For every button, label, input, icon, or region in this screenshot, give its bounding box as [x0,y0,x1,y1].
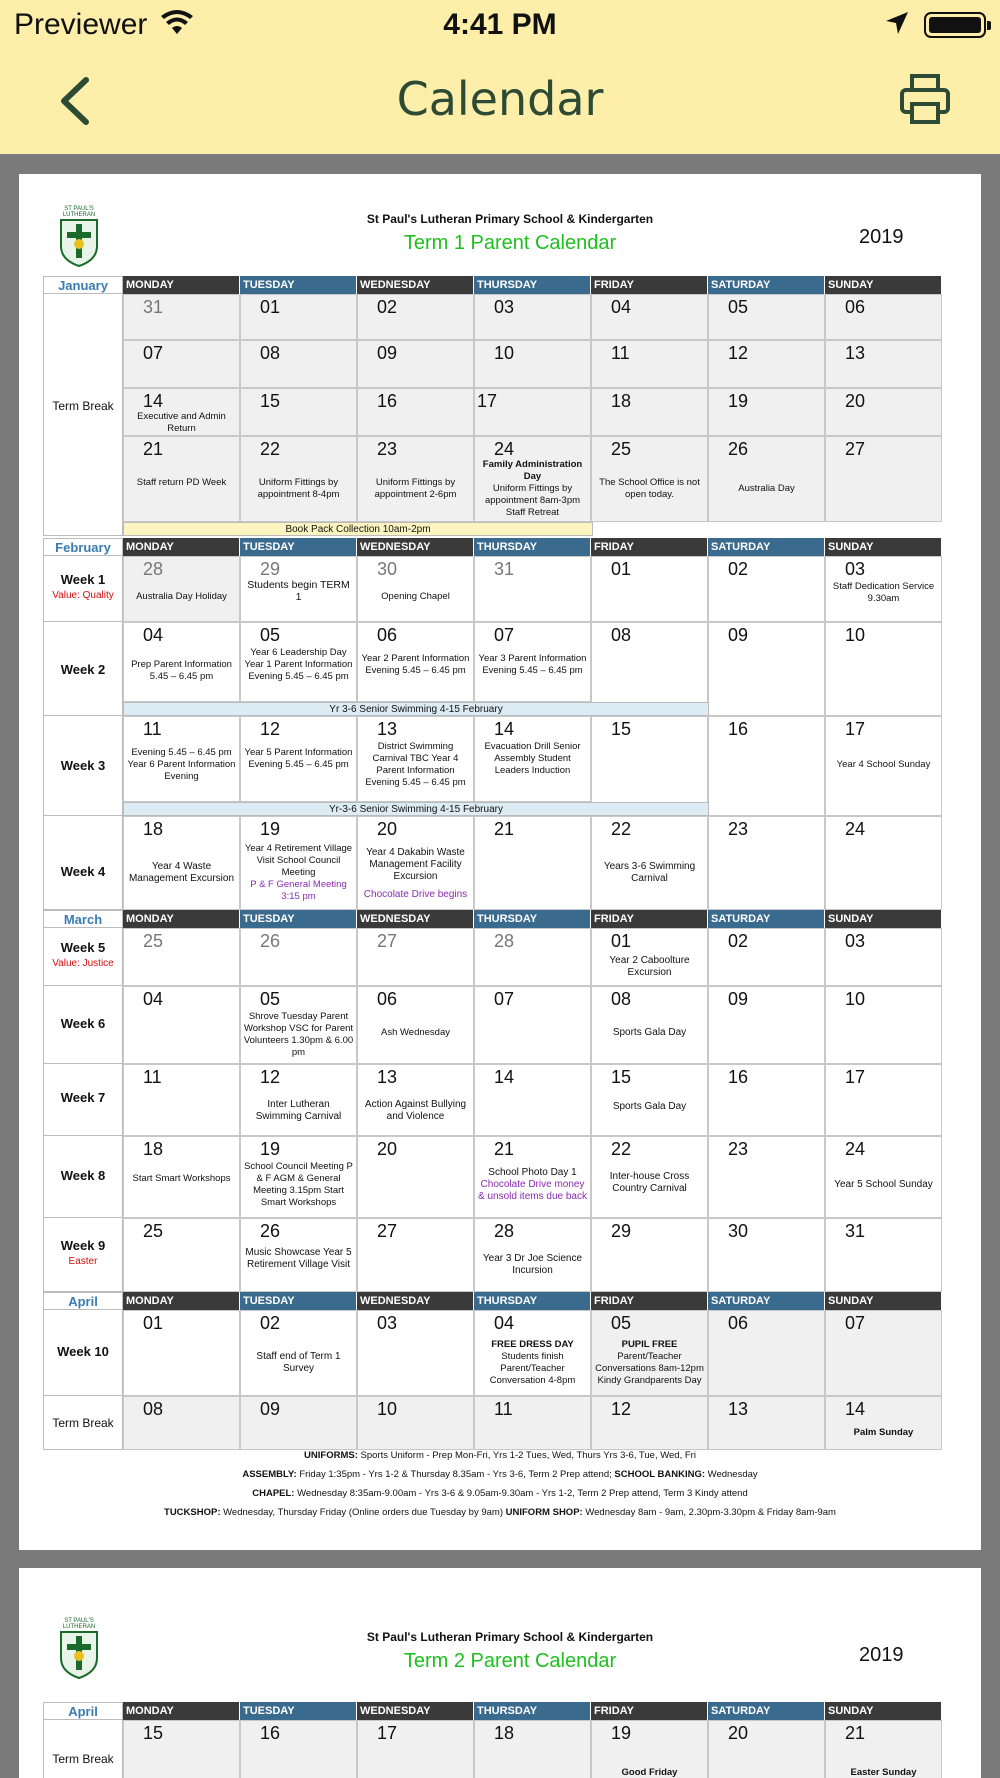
day-cell[interactable]: 13 [825,340,942,388]
day-header: WEDNESDAY [357,910,473,928]
day-header: SUNDAY [825,1702,941,1720]
school-name: St Paul's Lutheran Primary School & Kindergarten [366,1630,654,1644]
day-cell[interactable]: 03 [825,928,942,986]
day-cell[interactable]: 20 [357,1136,474,1218]
day-header: THURSDAY [474,910,590,928]
day-cell[interactable]: 11 [591,340,708,388]
day-cell[interactable]: 05 PUPIL FREE Parent/Teacher Conversations 8am-12pm Kindy Grandparents Day [591,1310,708,1396]
day-cell[interactable]: 25 [123,1218,240,1292]
day-cell[interactable]: 20 Year 4 Dakabin Waste Management Facility Excursion Chocolate Drive begins [357,816,474,910]
day-cell[interactable]: 25 [123,928,240,986]
day-cell[interactable]: 12 [591,1396,708,1450]
calendar-page-term-1 [19,174,981,1550]
day-header: FRIDAY [591,538,707,556]
day-cell[interactable]: 12 [708,340,825,388]
day-header: WEDNESDAY [357,1292,473,1310]
day-cell[interactable]: 02 [708,556,825,622]
day-cell[interactable]: 24 [825,816,942,910]
svg-text:LUTHERAN: LUTHERAN [62,1624,96,1630]
week-label: Week 2 [60,662,106,677]
day-cell[interactable]: 04 [591,294,708,340]
day-cell[interactable]: 12 Year 5 Parent Information Evening 5.45 – 6.45 pm [240,716,357,802]
week-label: Week 9 [60,1238,106,1253]
event-band: Yr-3-6 Senior Swimming 4-15 February [123,802,709,816]
day-cell[interactable]: 13 [708,1396,825,1450]
day-cell[interactable]: 19 [708,388,825,436]
day-cell[interactable]: 20 [708,1720,825,1778]
day-header: SATURDAY [708,1702,824,1720]
day-cell[interactable]: 13 District Swimming Carnival TBC Year 4 Parent Information Evening 5.45 – 6.45 pm [357,716,474,802]
day-cell[interactable]: 31 [123,294,240,340]
day-cell[interactable]: 02 [357,294,474,340]
day-cell[interactable]: 16 [240,1720,357,1778]
day-header: SUNDAY [825,276,941,294]
day-cell[interactable]: 09 [708,986,825,1064]
week-label: Week 4 [60,864,106,879]
day-header: TUESDAY [240,1292,356,1310]
day-header: MONDAY [123,1702,239,1720]
day-cell[interactable]: 21 [474,816,591,910]
day-cell[interactable]: 17 [474,388,591,436]
day-cell[interactable]: 14 Evacuation Drill Senior Assembly Student Leaders Induction [474,716,591,802]
day-header: THURSDAY [474,538,590,556]
page-title: Calendar [396,72,604,126]
day-cell[interactable]: 09 [708,622,825,716]
day-cell[interactable]: 06 [708,1310,825,1396]
day-cell[interactable]: 05 Shrove Tuesday Parent Workshop VSC for Parent Volunteers 1.30pm & 6.00 pm [240,986,357,1064]
day-header: FRIDAY [591,910,707,928]
week-value: Value: Justice [52,958,114,969]
day-cell[interactable]: 19 School Council Meeting P & F AGM & General Meeting 3.15pm Start Smart Workshops [240,1136,357,1218]
day-cell[interactable]: 05 [708,294,825,340]
term-title: Term 2 Parent Calendar [403,1650,617,1672]
day-cell[interactable]: 30 Opening Chapel [357,556,474,622]
day-header: FRIDAY [591,1702,707,1720]
day-cell[interactable]: 23 [708,1136,825,1218]
day-cell[interactable]: 07 [825,1310,942,1396]
day-cell[interactable]: 27 [357,1218,474,1292]
week-label: Week 3 [60,758,106,773]
day-cell[interactable]: 13 Action Against Bullying and Violence [357,1064,474,1136]
day-header: WEDNESDAY [357,1702,473,1720]
day-cell[interactable]: 01 [591,556,708,622]
day-cell[interactable]: 10 [825,986,942,1064]
day-cell[interactable]: 18 [591,388,708,436]
day-header: TUESDAY [240,276,356,294]
day-cell[interactable]: 19 Good Friday [591,1720,708,1778]
day-cell[interactable]: 27 [825,436,942,522]
day-cell[interactable]: 14 Palm Sunday [825,1396,942,1450]
day-header: MONDAY [123,1292,239,1310]
day-cell[interactable]: 08 Sports Gala Day [591,986,708,1064]
day-cell[interactable]: 07 [474,986,591,1064]
day-cell[interactable]: 26 Australia Day [708,436,825,522]
event-band: Book Pack Collection 10am-2pm [123,522,593,536]
svg-text:ST PAUL'S: ST PAUL'S [64,206,94,212]
day-header: SATURDAY [708,910,824,928]
day-cell[interactable]: 02 [708,928,825,986]
day-cell[interactable]: 05 Year 6 Leadership Day Year 1 Parent Information Evening 5.45 – 6.45 pm [240,622,357,702]
day-cell[interactable]: 12 Inter Lutheran Swimming Carnival [240,1064,357,1136]
day-cell[interactable]: 15 [240,388,357,436]
calendar-grid [43,174,943,1550]
day-header: MONDAY [123,910,239,928]
day-header: SATURDAY [708,1292,824,1310]
week-label: Term Break [52,1416,114,1430]
day-header: FRIDAY [591,1292,707,1310]
day-header: SUNDAY [825,910,941,928]
day-header: THURSDAY [474,276,590,294]
day-cell[interactable]: 08 [123,1396,240,1450]
day-cell[interactable]: 16 [357,388,474,436]
battery-icon [924,12,986,38]
day-cell[interactable]: 06 [825,294,942,340]
day-cell[interactable]: 01 [240,294,357,340]
day-header: THURSDAY [474,1292,590,1310]
day-cell[interactable]: 10 [474,340,591,388]
day-header: SUNDAY [825,1292,941,1310]
year-label: 2019 [859,226,904,248]
footer-assembly: ASSEMBLY: Friday 1:35pm - Yrs 1-2 & Thursday 8.35am - Yrs 3-6, Term 2 Prep attend; SCHOOL BANKING: Wednesday [242,1469,758,1480]
day-header: SATURDAY [708,538,824,556]
day-header: TUESDAY [240,910,356,928]
footer-tuckshop: TUCKSHOP: Wednesday, Thursday Friday (Online orders due Tuesday by 9am) UNIFORM SHOP: Wednesday 8am - 9am, 2.30pm-3.30pm & Friday 8am-9am [164,1507,836,1518]
day-cell[interactable]: 01 Year 2 Caboolture Excursion [591,928,708,986]
month-label: February [43,538,123,556]
svg-text:LUTHERAN: LUTHERAN [62,212,96,218]
day-cell[interactable]: 21 Easter Sunday [825,1720,942,1778]
day-cell[interactable]: 22 Inter-house Cross Country Carnival [591,1136,708,1218]
year-label: 2019 [859,1644,904,1666]
month-label: April [43,1292,123,1310]
footer-uniforms: UNIFORMS: Sports Uniform - Prep Mon-Fri, Yrs 1-2 Tues, Wed, Thurs Yrs 3-6, Tue, Wed, Fri [304,1450,696,1461]
week-label: Week 8 [60,1168,106,1183]
day-cell[interactable]: 30 [708,1218,825,1292]
day-cell[interactable]: 24 Year 5 School Sunday [825,1136,942,1218]
day-header: SATURDAY [708,276,824,294]
day-cell[interactable]: 16 [708,716,825,816]
printer-icon[interactable] [898,72,952,126]
day-cell[interactable]: 22 Uniform Fittings by appointment 8-4pm [240,436,357,522]
day-cell[interactable]: 31 [474,556,591,622]
day-cell[interactable]: 04 Prep Parent Information 5.45 – 6.45 pm [123,622,240,702]
day-cell[interactable]: 22 Years 3-6 Swimming Carnival [591,816,708,910]
day-cell[interactable]: 26 Music Showcase Year 5 Retirement Village Visit [240,1218,357,1292]
day-cell[interactable]: 27 [357,928,474,986]
week-value: Value: Quality [52,590,114,601]
day-cell[interactable]: 06 Ash Wednesday [357,986,474,1064]
day-cell[interactable]: 03 [357,1310,474,1396]
day-cell[interactable]: 28 [474,928,591,986]
week-label: Week 10 [57,1344,109,1359]
day-cell[interactable]: 11 [123,1064,240,1136]
day-cell[interactable]: 28 Year 3 Dr Joe Science Incursion [474,1218,591,1292]
day-cell[interactable]: 14 Executive and Admin Return [123,388,240,436]
day-cell[interactable]: 18 [474,1720,591,1778]
week-label-cell [43,294,123,536]
week-label: Week 1 [60,572,106,587]
calendar-grid [43,1568,943,1778]
week-label: Week 6 [60,1016,106,1031]
day-cell[interactable]: 15 [591,716,708,816]
day-cell[interactable]: 09 [240,1396,357,1450]
day-header: SUNDAY [825,538,941,556]
day-header: WEDNESDAY [357,538,473,556]
event-band: Yr 3-6 Senior Swimming 4-15 February [123,702,709,716]
navigation-bar [0,0,1000,154]
week-label: Term Break [52,1752,114,1766]
day-cell[interactable]: 01 [123,1310,240,1396]
week-label: Week 5 [60,940,106,955]
day-cell[interactable]: 21 Staff return PD Week [123,436,240,522]
day-cell[interactable]: 18 Start Smart Workshops [123,1136,240,1218]
day-cell[interactable]: 18 Year 4 Waste Management Excursion [123,816,240,910]
status-time: 4:41 PM [443,8,557,41]
day-cell[interactable]: 02 Staff end of Term 1 Survey [240,1310,357,1396]
day-header: TUESDAY [240,1702,356,1720]
day-cell[interactable]: 17 [825,1064,942,1136]
day-cell[interactable]: 29 [591,1218,708,1292]
day-cell[interactable]: 31 [825,1218,942,1292]
week-value: Easter [68,1256,98,1267]
day-cell[interactable]: 25 The School Office is not open today. [591,436,708,522]
calendar-page-term-2 [19,1568,981,1778]
day-cell[interactable]: 19 Year 4 Retirement Village Visit School Council Meeting P & F General Meeting 3:15 pm [240,816,357,910]
day-cell[interactable]: 09 [357,340,474,388]
month-label: April [43,1702,123,1720]
day-cell[interactable]: 23 [708,816,825,910]
day-cell[interactable]: 29 Students begin TERM 1 [240,556,357,622]
day-cell[interactable]: 03 Staff Dedication Service 9.30am [825,556,942,622]
day-cell[interactable]: 10 [357,1396,474,1450]
month-label: January [43,276,123,294]
day-header: WEDNESDAY [357,276,473,294]
svg-text:ST PAUL'S: ST PAUL'S [64,1618,94,1624]
week-label: Term Break [52,399,114,413]
carrier-label: Previewer [14,8,148,41]
day-cell[interactable]: 14 [474,1064,591,1136]
day-cell[interactable]: 08 [591,622,708,716]
day-cell[interactable]: 15 [123,1720,240,1778]
day-header: FRIDAY [591,276,707,294]
day-cell[interactable]: 21 School Photo Day 1 Chocolate Drive money & unsold items due back [474,1136,591,1218]
day-cell[interactable]: 17 [357,1720,474,1778]
day-cell[interactable]: 15 Sports Gala Day [591,1064,708,1136]
day-cell[interactable]: 23 Uniform Fittings by appointment 2-6pm [357,436,474,522]
day-header: MONDAY [123,276,239,294]
day-cell[interactable]: 24 Family Administration Day Uniform Fittings by appointment 8am-3pm Staff Retreat [474,436,591,522]
day-cell[interactable]: 16 [708,1064,825,1136]
day-cell[interactable]: 07 [123,340,240,388]
day-header: THURSDAY [474,1702,590,1720]
day-cell[interactable]: 10 [825,622,942,716]
day-cell[interactable]: 06 Year 2 Parent Information Evening 5.45 – 6.45 pm [357,622,474,702]
day-cell[interactable]: 11 [474,1396,591,1450]
day-cell[interactable]: 28 Australia Day Holiday [123,556,240,622]
day-cell[interactable]: 20 [825,388,942,436]
day-header: TUESDAY [240,538,356,556]
day-cell[interactable]: 17 Year 4 School Sunday [825,716,942,816]
week-label: Week 7 [60,1090,106,1105]
month-label: March [43,910,123,928]
day-cell[interactable]: 04 FREE DRESS DAY Students finish Parent/Teacher Conversation 4-8pm [474,1310,591,1396]
day-cell[interactable]: 03 [474,294,591,340]
day-cell[interactable]: 26 [240,928,357,986]
footer-chapel: CHAPEL: Wednesday 8:35am-9.00am - Yrs 3-6 & 9.05am-9.30am - Yrs 1-2, Term 2 Prep attend, Term 3 Kindy attend [252,1488,748,1499]
school-name: St Paul's Lutheran Primary School & Kindergarten [366,212,654,226]
day-cell[interactable]: 07 Year 3 Parent Information Evening 5.45 – 6.45 pm [474,622,591,702]
day-header: MONDAY [123,538,239,556]
term-title: Term 1 Parent Calendar [403,232,617,254]
day-cell[interactable]: 04 [123,986,240,1064]
day-cell[interactable]: 08 [240,340,357,388]
location-arrow-icon [884,10,910,36]
day-cell[interactable]: 11 Evening 5.45 – 6.45 pm Year 6 Parent Information Evening [123,716,240,802]
